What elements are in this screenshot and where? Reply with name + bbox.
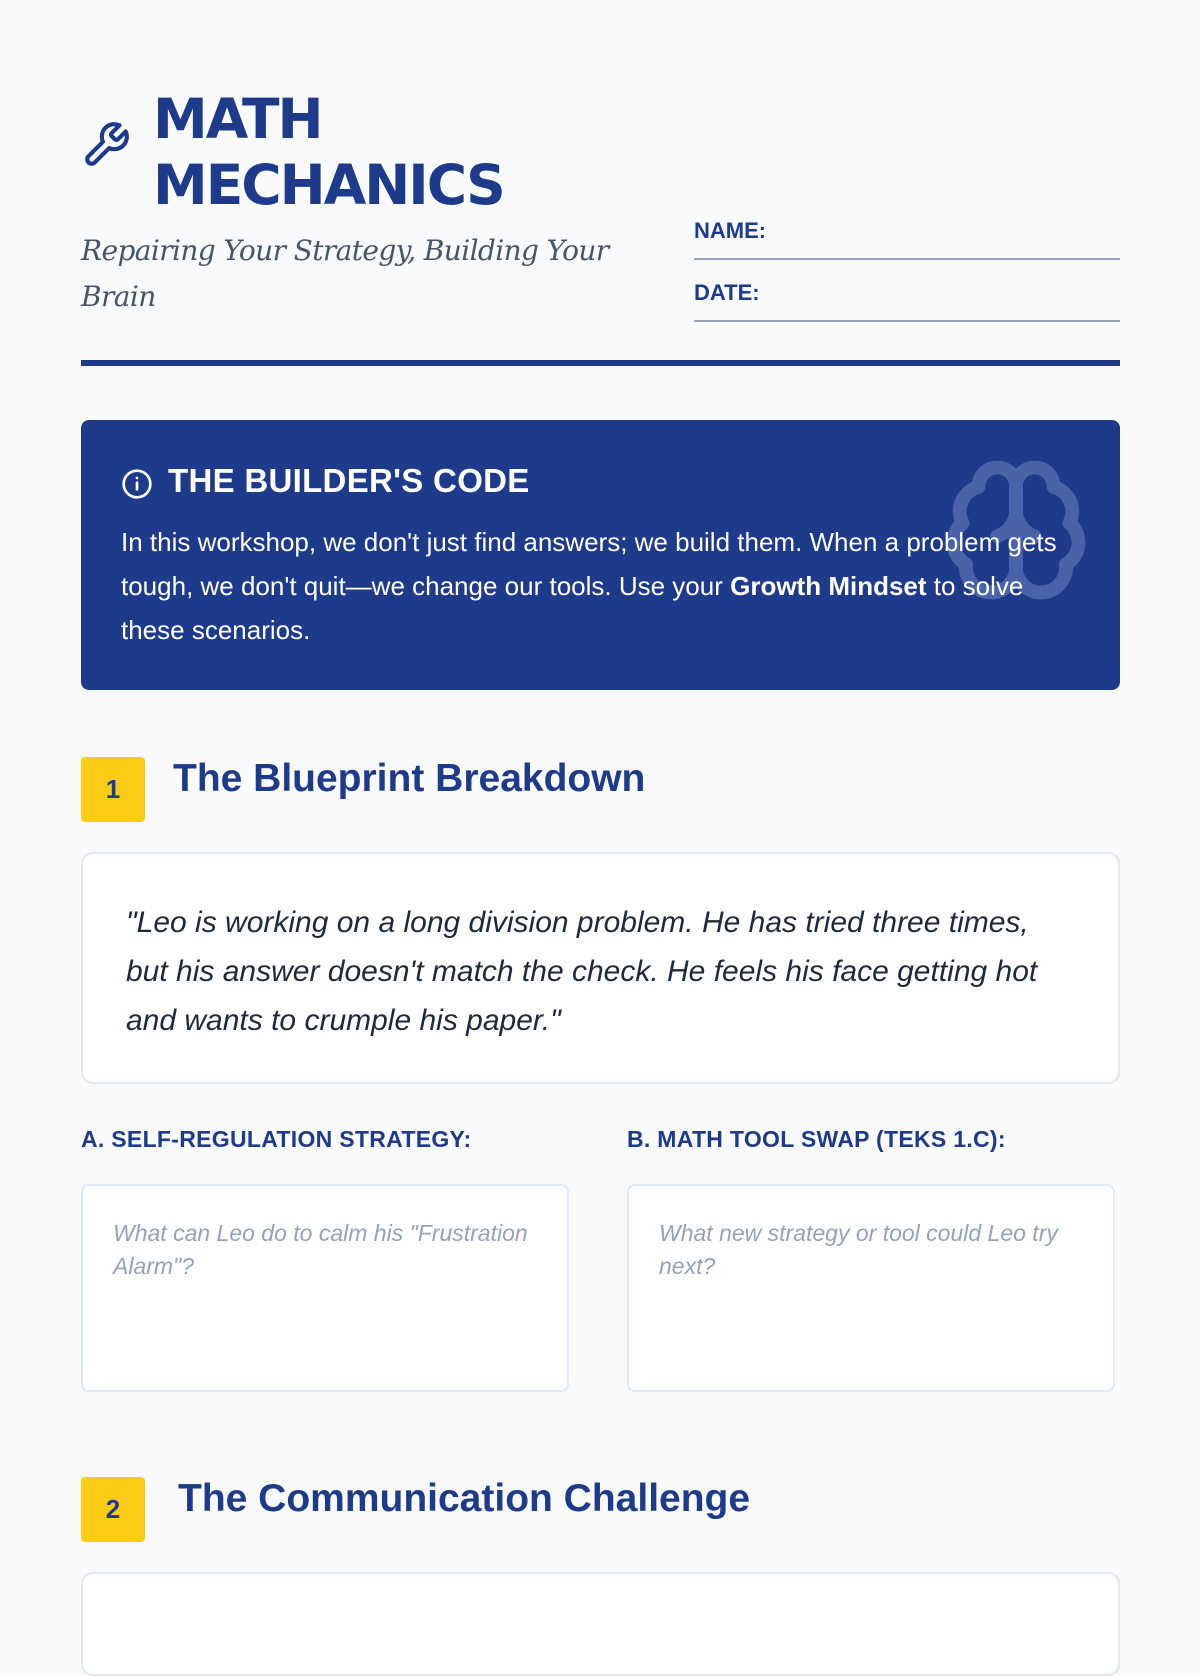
section-title: The Blueprint Breakdown — [173, 757, 646, 800]
section-title: The Communication Challenge — [178, 1477, 751, 1520]
tool-swap-answer-field[interactable] — [627, 1184, 1115, 1392]
scenario-card — [81, 1572, 1120, 1676]
name-label: NAME: — [694, 218, 767, 243]
banner-body-text-end: to solve these scenarios. — [121, 571, 1024, 645]
banner-body-text: In this workshop, we don't just find answers; we build them. When a problem gets tough, we don't quit—we change our tools. Use your — [121, 527, 1057, 601]
worksheet-subtitle: Repairing Your Strategy, Building Your Brain — [81, 234, 609, 313]
scenario-text: "Leo is working on a long division problem. He has tried three times, but his answer doesn't match the check. He feels his face getting hot and wants to crumple his paper." — [126, 906, 1038, 1037]
builders-code-banner — [81, 420, 1120, 690]
question-label-tool-swap: B. MATH TOOL SWAP (TEKS 1.C): — [627, 1126, 1006, 1152]
self-regulation-answer-field[interactable] — [81, 1184, 569, 1392]
wrench-icon — [81, 120, 131, 170]
banner-title: THE BUILDER'S CODE — [168, 462, 530, 499]
name-field[interactable] — [694, 218, 1120, 260]
date-label: DATE: — [694, 280, 760, 305]
question-label-self-regulation: A. SELF-REGULATION STRATEGY: — [81, 1126, 472, 1152]
worksheet-title: MATH MECHANICS — [153, 87, 504, 217]
date-field[interactable] — [694, 280, 1120, 322]
worksheet-page — [81, 0, 1120, 1600]
banner-body — [121, 520, 1081, 652]
header-divider — [81, 360, 1120, 366]
section-number-badge: 1 — [81, 757, 145, 822]
worksheet-header — [81, 0, 1120, 370]
info-icon — [121, 468, 153, 500]
section-number-badge: 2 — [81, 1477, 145, 1542]
scenario-card — [81, 852, 1120, 1084]
banner-body-emphasis: Growth Mindset — [730, 571, 927, 601]
